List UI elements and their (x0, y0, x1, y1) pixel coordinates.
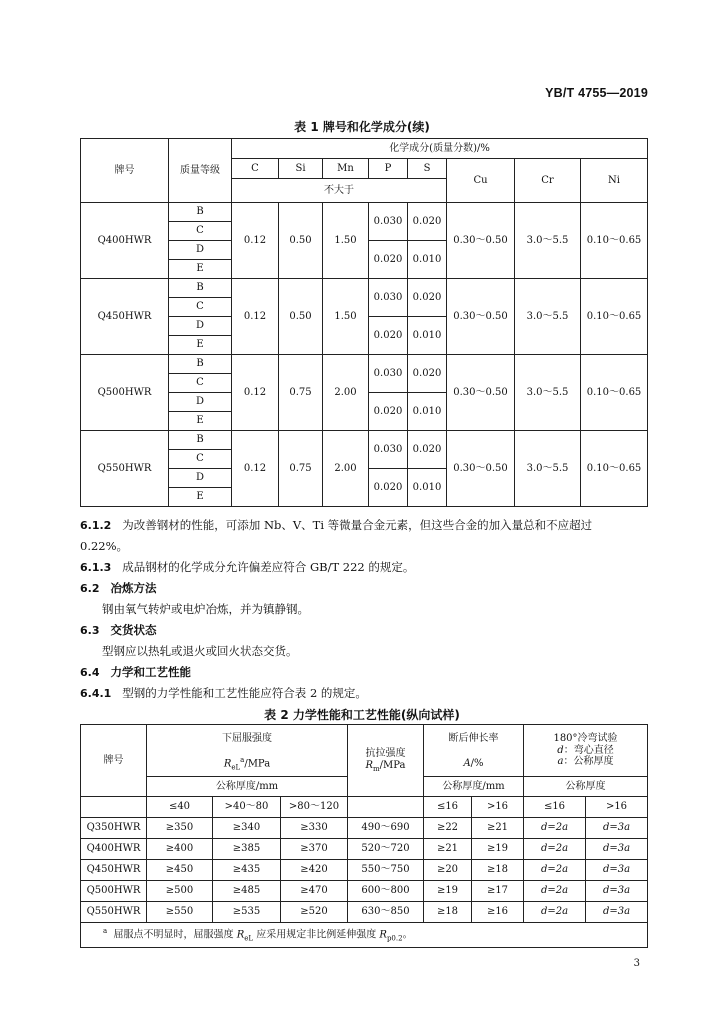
cell-brand: Q350HWR (81, 818, 147, 839)
value-s: 0.010 (408, 241, 447, 279)
cell-y2: ≥340 (213, 818, 281, 839)
cell-y3: ≥520 (281, 902, 348, 923)
header-range: ≤16 (424, 797, 472, 818)
cell-e1: ≥20 (424, 860, 472, 881)
header-empty (348, 797, 424, 818)
cell-b1: d=2a (524, 860, 586, 881)
value-cu: 0.30～0.50 (447, 355, 515, 431)
header-range: >16 (472, 797, 524, 818)
grade-cell: B (169, 355, 232, 374)
value-mn: 1.50 (323, 203, 369, 279)
cell-y1: ≥450 (147, 860, 213, 881)
page-number: 3 (633, 958, 640, 969)
value-s: 0.020 (408, 203, 447, 241)
table-row (81, 203, 648, 222)
cell-b1: d=2a (524, 881, 586, 902)
cell-brand: Q500HWR (81, 881, 147, 902)
header-range: >80～120 (281, 797, 348, 818)
header-element: Cu (447, 159, 515, 203)
header-nominal-thickness: 公称厚度/mm (147, 777, 348, 797)
cell-b2: d=3a (586, 839, 648, 860)
value-p: 0.020 (369, 393, 408, 431)
clause-6-1-3: 6.1.3 成品钢材的化学成分允许偏差应符合 GB/T 222 的规定。 (80, 560, 415, 574)
cell-tensile: 520～720 (348, 839, 424, 860)
cell-y2: ≥385 (213, 839, 281, 860)
cell-e1: ≥19 (424, 881, 472, 902)
value-mn: 1.50 (323, 279, 369, 355)
section-6-3-text: 型钢应以热轧或退火或回火状态交货。 (102, 644, 298, 658)
section-6-3-heading: 6.3 交货状态 (80, 623, 157, 637)
value-p: 0.020 (369, 241, 408, 279)
clause-6-1-2-cont: 0.22%。 (80, 539, 129, 553)
section-6-2-text: 钢由氧气转炉或电炉冶炼，并为镇静钢。 (102, 602, 309, 616)
section-6-4-heading: 6.4 力学和工艺性能 (80, 665, 191, 679)
brand-cell: Q550HWR (81, 431, 169, 507)
grade-cell: B (169, 279, 232, 298)
header-not-more-than: 不大于 (232, 179, 447, 203)
grade-cell: C (169, 298, 232, 317)
value-p: 0.020 (369, 317, 408, 355)
header-chem: 化学成分(质量分数)/% (232, 139, 648, 159)
grade-cell: E (169, 412, 232, 431)
brand-cell: Q450HWR (81, 279, 169, 355)
value-s: 0.010 (408, 469, 447, 507)
grade-cell: D (169, 241, 232, 260)
value-p: 0.020 (369, 469, 408, 507)
cell-e1: ≥22 (424, 818, 472, 839)
cell-tensile: 550～750 (348, 860, 424, 881)
header-tensile-strength: 抗拉强度 $R_m$/MPa (348, 725, 424, 797)
cell-b1: d=2a (524, 902, 586, 923)
header-range: ≤40 (147, 797, 213, 818)
table-row (81, 881, 648, 902)
grade-cell: E (169, 260, 232, 279)
table-row (81, 818, 648, 839)
brand-group (81, 431, 648, 507)
table-row (81, 839, 648, 860)
header-range: ≤16 (524, 797, 586, 818)
value-cr: 3.0～5.5 (515, 355, 581, 431)
value-si: 0.75 (279, 431, 323, 507)
value-s: 0.010 (408, 393, 447, 431)
header-empty (81, 797, 147, 818)
cell-y3: ≥330 (281, 818, 348, 839)
cell-b2: d=3a (586, 902, 648, 923)
cell-brand: Q400HWR (81, 839, 147, 860)
value-ni: 0.10～0.65 (581, 279, 648, 355)
cell-y1: ≥350 (147, 818, 213, 839)
value-c: 0.12 (232, 355, 279, 431)
brand-group (81, 279, 648, 355)
standard-code: YB/T 4755—2019 (545, 86, 648, 100)
cell-y3: ≥470 (281, 881, 348, 902)
clause-6-1-2: 6.1.2 为改善钢材的性能，可添加 Nb、V、Ti 等微量合金元素，但这些合金的加入量总和不应超过 (80, 518, 593, 532)
header-brand: 牌号 (81, 139, 169, 203)
header-yield-strength: 下屈服强度 (147, 725, 348, 752)
table-row (81, 902, 648, 923)
cell-y2: ≥535 (213, 902, 281, 923)
header-element: Ni (581, 159, 648, 203)
value-cu: 0.30～0.50 (447, 203, 515, 279)
grade-cell: E (169, 336, 232, 355)
cell-b1: d=2a (524, 839, 586, 860)
value-ni: 0.10～0.65 (581, 431, 648, 507)
grade-cell: C (169, 374, 232, 393)
value-cu: 0.30～0.50 (447, 431, 515, 507)
brand-cell: Q400HWR (81, 203, 169, 279)
value-cr: 3.0～5.5 (515, 431, 581, 507)
cell-y1: ≥400 (147, 839, 213, 860)
table-row (81, 860, 648, 881)
table2-footnote: $^a$ 屈服点不明显时，屈服强度 $R_{eL}$ 应采用规定非比例延伸强度 $R_{p0.2}$。 (81, 923, 648, 948)
header-range: >40～80 (213, 797, 281, 818)
grade-cell: E (169, 488, 232, 507)
cell-tensile: 490～690 (348, 818, 424, 839)
cell-e2: ≥21 (472, 818, 524, 839)
grade-cell: B (169, 203, 232, 222)
header-yield-symbol: $R_{eL}^a$/MPa (147, 752, 348, 777)
cell-y2: ≥485 (213, 881, 281, 902)
grade-cell: D (169, 393, 232, 412)
header-element: Mn (323, 159, 369, 179)
value-p: 0.030 (369, 203, 408, 241)
cell-b2: d=3a (586, 881, 648, 902)
value-cr: 3.0～5.5 (515, 203, 581, 279)
header-nominal-thickness: 公称厚度/mm (424, 777, 524, 797)
cell-y2: ≥435 (213, 860, 281, 881)
table1-caption: 表 1 牌号和化学成分(续) (294, 120, 430, 134)
table-row (81, 431, 648, 450)
value-si: 0.75 (279, 355, 323, 431)
cell-b1: d=2a (524, 818, 586, 839)
cell-e2: ≥17 (472, 881, 524, 902)
chemical-composition-table (80, 138, 648, 507)
header-nominal-thickness: 公称厚度 (524, 777, 648, 797)
cell-brand: Q450HWR (81, 860, 147, 881)
value-c: 0.12 (232, 431, 279, 507)
brand-cell: Q500HWR (81, 355, 169, 431)
value-mn: 2.00 (323, 355, 369, 431)
header-cold-bend: 180°冷弯试验 d：弯心直径 a：公称厚度 (524, 725, 648, 777)
value-ni: 0.10～0.65 (581, 203, 648, 279)
grade-cell: B (169, 431, 232, 450)
value-p: 0.030 (369, 355, 408, 393)
header-element: C (232, 159, 279, 179)
value-s: 0.020 (408, 355, 447, 393)
cell-tensile: 600～800 (348, 881, 424, 902)
cell-e2: ≥16 (472, 902, 524, 923)
grade-cell: C (169, 450, 232, 469)
header-element: Cr (515, 159, 581, 203)
value-c: 0.12 (232, 203, 279, 279)
table-row (81, 355, 648, 374)
value-s: 0.010 (408, 317, 447, 355)
cell-e1: ≥21 (424, 839, 472, 860)
mechanical-properties-table (80, 724, 648, 948)
section-6-2-heading: 6.2 冶炼方法 (80, 581, 157, 595)
brand-group (81, 355, 648, 431)
cell-y1: ≥550 (147, 902, 213, 923)
cell-y3: ≥370 (281, 839, 348, 860)
clause-6-4-1: 6.4.1 型钢的力学性能和工艺性能应符合表 2 的规定。 (80, 686, 367, 700)
cell-brand: Q550HWR (81, 902, 147, 923)
value-cu: 0.30～0.50 (447, 279, 515, 355)
header-element: S (408, 159, 447, 179)
value-s: 0.020 (408, 279, 447, 317)
header-element: P (369, 159, 408, 179)
header-brand: 牌号 (81, 725, 147, 797)
grade-cell: C (169, 222, 232, 241)
value-p: 0.030 (369, 279, 408, 317)
value-cr: 3.0～5.5 (515, 279, 581, 355)
value-si: 0.50 (279, 279, 323, 355)
value-mn: 2.00 (323, 431, 369, 507)
brand-group (81, 203, 648, 279)
grade-cell: D (169, 317, 232, 336)
cell-b2: d=3a (586, 860, 648, 881)
value-s: 0.020 (408, 431, 447, 469)
cell-e2: ≥18 (472, 860, 524, 881)
cell-y3: ≥420 (281, 860, 348, 881)
value-si: 0.50 (279, 203, 323, 279)
grade-cell: D (169, 469, 232, 488)
cell-b2: d=3a (586, 818, 648, 839)
table2-caption: 表 2 力学性能和工艺性能(纵向试样) (264, 708, 460, 722)
header-grade: 质量等级 (169, 139, 232, 203)
cell-tensile: 630～850 (348, 902, 424, 923)
header-elongation-symbol: A/% (424, 752, 524, 777)
cell-e1: ≥18 (424, 902, 472, 923)
table-row (81, 279, 648, 298)
value-ni: 0.10～0.65 (581, 355, 648, 431)
cell-y1: ≥500 (147, 881, 213, 902)
value-p: 0.030 (369, 431, 408, 469)
header-element: Si (279, 159, 323, 179)
value-c: 0.12 (232, 279, 279, 355)
cell-e2: ≥19 (472, 839, 524, 860)
header-range: >16 (586, 797, 648, 818)
header-elongation: 断后伸长率 (424, 725, 524, 752)
